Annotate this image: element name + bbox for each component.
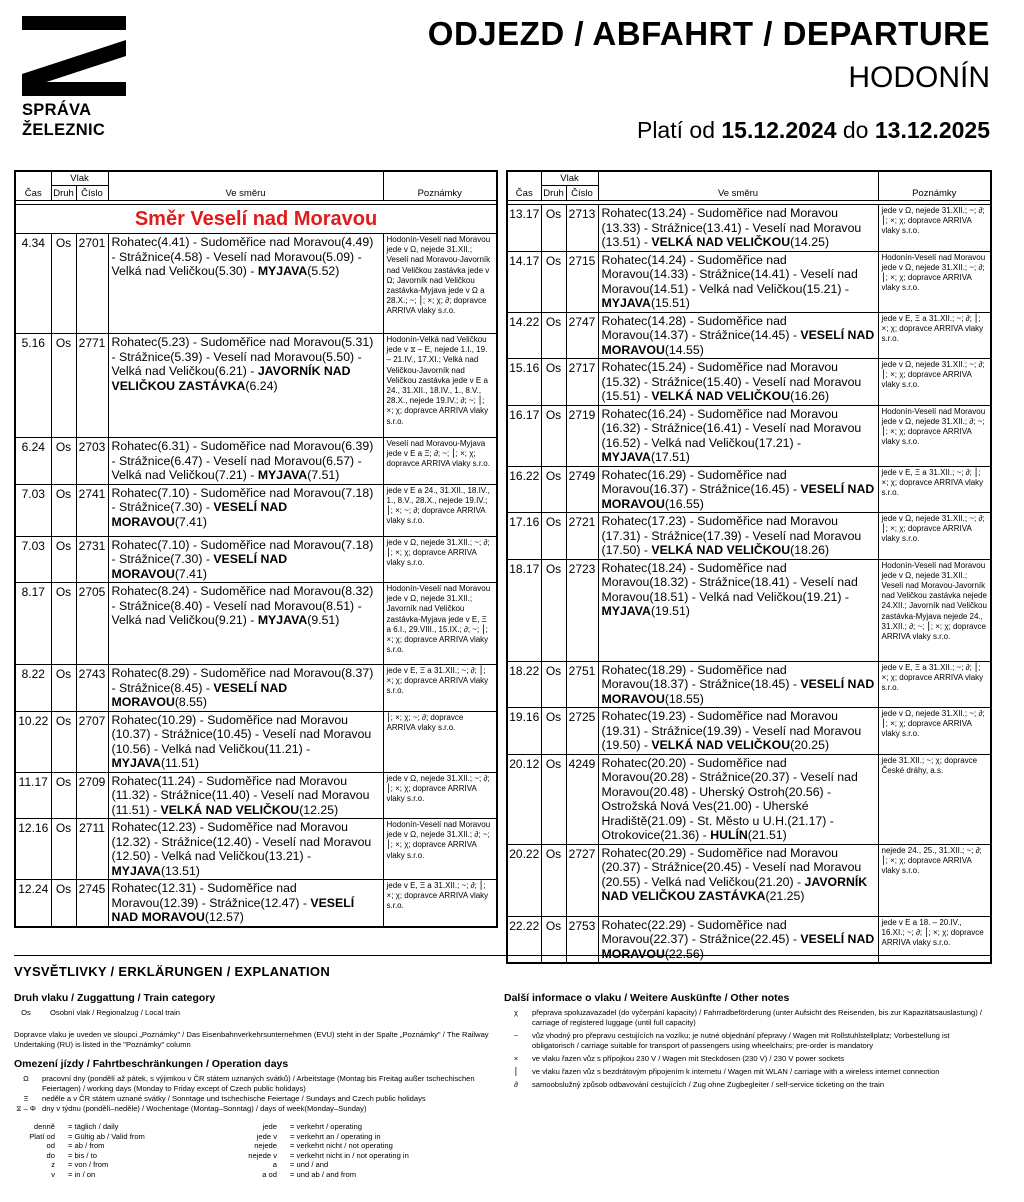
- legend: [14, 955, 990, 1179]
- train-notes: jede v Ε, Ξ a 31.XII.; ~; ∂; ⎮; ×; χ; dopravce ARRIVA vlaky s.r.o.: [878, 312, 991, 359]
- note-item: × ve vlaku řazen vůz s přípojkou 230 V / Wagen mit Steckdosen (230 V) / 230 V power sockets: [513, 1054, 845, 1063]
- train-kind: Os: [51, 234, 76, 334]
- destination: Rohatec(16.24) - Sudoměřice nad Moravou (16.32) - Strážnice(16.41) - Veselí nad Moravou (16.52) - Velká nad Veličkou(17.21) - MYJAVA(17.51): [598, 405, 878, 466]
- destination: Rohatec(4.41) - Sudoměřice nad Moravou(4.49) - Strážnice(4.58) - Veselí nad Moravou(5.09) - Velká nad Veličkou(5.30) - MYJAVA(5.52): [108, 234, 383, 334]
- other-title: Další informace o vlaku / Weitere Auskünfte / Other notes: [504, 992, 790, 1004]
- destination: Rohatec(5.23) - Sudoměřice nad Moravou(5.31) - Strážnice(5.39) - Veselí nad Moravou(5.50) - Velká nad Veličkou(6.21) - JAVORNÍK NAD VELIČKOU ZASTÁVKA(6.24): [108, 334, 383, 438]
- train-number: 2709: [76, 772, 108, 819]
- train-kind: Os: [541, 251, 566, 312]
- departure-time: 10.22: [15, 711, 51, 772]
- departure-time: 20.22: [507, 844, 541, 916]
- departure-row: [15, 234, 497, 334]
- train-kind: Os: [541, 708, 566, 755]
- legend-title: VYSVĚTLIVKY / ERKLÄRUNGEN / EXPLANATION: [14, 964, 331, 979]
- departure-time: 7.03: [15, 536, 51, 583]
- train-kind: Os: [541, 559, 566, 661]
- col-cislo: Číslo: [76, 186, 108, 201]
- abbr-cell: [280, 1132, 290, 1142]
- train-number: 2717: [566, 359, 598, 406]
- abbr-cell: = verkehrt nicht in / not operating in: [290, 1150, 409, 1160]
- departure-row: [507, 405, 991, 466]
- departure-time: 11.17: [15, 772, 51, 819]
- destination: Rohatec(7.10) - Sudoměřice nad Moravou(7.18) - Strážnice(7.30) - VESELÍ NAD MORAVOU(7.41): [108, 484, 383, 536]
- destination: Rohatec(18.29) - Sudoměřice nad Moravou(18.37) - Strážnice(18.45) - VESELÍ NAD MORAVOU(18.55): [598, 661, 878, 708]
- train-notes: jede v Ε, Ξ a 31.XII.; ~; ∂; ⎮; ×; χ; dopravce ARRIVA vlaky s.r.o.: [878, 661, 991, 708]
- abbr-cell: = von / from: [68, 1160, 109, 1170]
- category-title: Druh vlaku / Zuggattung / Train category: [14, 992, 216, 1004]
- legend-left: [14, 992, 494, 1180]
- abbr-cell: [280, 1170, 290, 1180]
- note-item: χ přeprava spoluzavazadel (do vyčerpání kapacity) / Fahrradbeförderung (unter Aufsicht des Reisenden, bis zur Kapazitätsauslastung) / carriage of registered luggage (until full capacity): [514, 1008, 982, 1027]
- col-cas: Čas: [15, 171, 51, 201]
- legend-right: [504, 992, 990, 1090]
- destination: Rohatec(17.23) - Sudoměřice nad Moravou (17.31) - Strážnice(17.39) - Veselí nad Moravou (17.50) - VELKÁ NAD VELIČKOU(18.26): [598, 513, 878, 560]
- col-smer: Ve směru: [598, 171, 878, 201]
- destination: Rohatec(8.24) - Sudoměřice nad Moravou(8.32) - Strážnice(8.40) - Veselí nad Moravou(8.51) - Velká nad Veličkou(9.21) - MYJAVA(9.51): [108, 583, 383, 665]
- col-druh: Druh: [541, 186, 566, 201]
- train-notes: jede v Ε a 24., 31.XII., 18.IV., 1., 8.V., 28.X., nejede 19.IV.; ⎮; ×; ~; ∂; dopravce ARRIVA vlaky s.r.o.: [383, 484, 497, 536]
- train-number: 2723: [566, 559, 598, 661]
- departure-time: 5.16: [15, 334, 51, 438]
- abbr-cell: [58, 1141, 68, 1151]
- train-notes: Hodonín-Veselí nad Moravou jede v Ω, nejede 31.XII.; ~; ∂; ⎮; ×; χ; dopravce ARRIVA vlaky s.r.o.: [878, 251, 991, 312]
- validity: Platí od 15.12.2024 do 13.12.2025: [636, 117, 990, 143]
- abbr-cell: [58, 1151, 68, 1161]
- abbr-cell: [280, 1141, 290, 1151]
- train-number: 2771: [76, 334, 108, 438]
- departure-time: 6.24: [15, 438, 51, 485]
- abbr-cell: v: [51, 1169, 55, 1179]
- departure-time: 22.22: [507, 916, 541, 963]
- train-number: 2703: [76, 438, 108, 485]
- train-number: 2741: [76, 484, 108, 536]
- departure-time: 12.16: [15, 819, 51, 880]
- destination: Rohatec(12.31) - Sudoměřice nad Moravou(12.39) - Strážnice(12.47) - VESELÍ NAD MORAVOU(12.57): [108, 880, 383, 927]
- departure-time: 16.22: [507, 466, 541, 513]
- train-number: 2751: [566, 661, 598, 708]
- abbr-cell: Platí od: [29, 1131, 55, 1141]
- sz-logo: [22, 16, 132, 140]
- train-number: 2727: [566, 844, 598, 916]
- train-number: 2705: [76, 583, 108, 665]
- abbr-cell: denně: [33, 1122, 55, 1131]
- train-notes: jede v Ω, nejede 31.XII.; ~; ∂; ⎮; ×; χ; dopravce ARRIVA vlaky s.r.o.: [878, 708, 991, 755]
- train-number: 2753: [566, 916, 598, 963]
- train-notes: ⎮; ×; χ; ~; ∂; dopravce ARRIVA vlaky s.r.o.: [383, 711, 497, 772]
- brand-name: SPRÁVA ŽELEZNIC: [22, 101, 106, 139]
- abbr-cell: = und ab / and from: [290, 1169, 357, 1179]
- destination: Rohatec(12.23) - Sudoměřice nad Moravou (12.32) - Strážnice(12.40) - Veselí nad Moravou (12.50) - Velká nad Veličkou(13.21) - MYJAVA(13.51): [108, 819, 383, 880]
- train-kind: Os: [51, 665, 76, 712]
- train-number: 2721: [566, 513, 598, 560]
- destination: Rohatec(7.10) - Sudoměřice nad Moravou(7.18) - Strážnice(7.30) - VESELÍ NAD MORAVOU(7.41): [108, 536, 383, 583]
- timetable-left: [14, 170, 498, 928]
- departure-row: [507, 754, 991, 844]
- departure-row: [15, 334, 497, 438]
- departure-row: [507, 708, 991, 755]
- departure-time: 4.34: [15, 234, 51, 334]
- destination: Rohatec(22.29) - Sudoměřice nad Moravou(22.37) - Strážnice(22.45) - VESELÍ NAD MORAVOU(22.56): [598, 916, 878, 963]
- train-number: 2719: [566, 405, 598, 466]
- departure-time: 19.16: [507, 708, 541, 755]
- train-kind: Os: [51, 772, 76, 819]
- train-kind: Os: [541, 754, 566, 844]
- departure-time: 13.17: [507, 205, 541, 252]
- train-kind: Os: [541, 205, 566, 252]
- departure-row: [507, 466, 991, 513]
- destination: Rohatec(13.24) - Sudoměřice nad Moravou (13.33) - Strážnice(13.41) - Veselí nad Moravou (13.51) - VELKÁ NAD VELIČKOU(14.25): [598, 205, 878, 252]
- abbr-cell: nejede v: [248, 1150, 277, 1160]
- train-notes: Veselí nad Moravou-Myjava jede v Ε a Ξ; ∂; ~; ⎮; ×; χ; dopravce ARRIVA vlaky s.r.o.: [383, 438, 497, 485]
- train-kind: Os: [51, 484, 76, 536]
- train-number: 2749: [566, 466, 598, 513]
- train-notes: Hodonín-Velká nad Veličkou jede v ⧖ – Ε, nejede 1.I., 19. – 21.IV., 17.XI.; Velká nad Veličkou-Javorník nad Veličkou zastávka jede v Ε a 24., 31.XII., 18.IV., 1., 8.V., 28.X., nejede 19.IV.; ∂; ~; ⎮; ×; χ; dopravce ARRIVA vlaky s.r.o.: [383, 334, 497, 438]
- col-cas: Čas: [507, 171, 541, 201]
- direction-heading: Směr Veselí nad Moravou: [15, 205, 497, 234]
- departure-time: 8.22: [15, 665, 51, 712]
- destination: Rohatec(15.24) - Sudoměřice nad Moravou (15.32) - Strážnice(15.40) - Veselí nad Moravou (15.51) - VELKÁ NAD VELIČKOU(16.26): [598, 359, 878, 406]
- departure-row: [507, 559, 991, 661]
- departure-time: 17.16: [507, 513, 541, 560]
- train-number: 2731: [76, 536, 108, 583]
- destination: Rohatec(14.24) - Sudoměřice nad Moravou(14.33) - Strážnice(14.41) - Veselí nad Moravou(14.51) - Velká nad Veličkou(15.21) - MYJAVA(15.51): [598, 251, 878, 312]
- departure-time: 14.22: [507, 312, 541, 359]
- train-kind: Os: [541, 513, 566, 560]
- departure-time: 18.22: [507, 661, 541, 708]
- abbr-cell: do: [46, 1150, 55, 1160]
- abbr-cell: = bis / to: [68, 1150, 97, 1160]
- col-cislo: Číslo: [566, 186, 598, 201]
- departure-row: [15, 772, 497, 819]
- destination: Rohatec(6.31) - Sudoměřice nad Moravou(6.39) - Strážnice(6.47) - Veselí nad Moravou(6.57) - Velká nad Veličkou(7.21) - MYJAVA(7.51): [108, 438, 383, 485]
- abbreviations: [14, 1122, 494, 1180]
- departure-row: [507, 251, 991, 312]
- train-notes: Hodonín-Veselí nad Moravou jede v Ω, nejede 31.XII.; Veselí nad Moravou-Javorník nad Veličkou zastávka jede v Ω; Javorník nad Veličkou zastávka-Myjava jede v Ω a 28.X.; ~; ⎮; ×; χ; ∂; dopravce ARRIVA vlaky s.r.o.: [383, 234, 497, 334]
- train-number: 2747: [566, 312, 598, 359]
- note-item: ⎮ ve vlaku řazen vůz s bezdrátovým připojením k internetu / Wagen mit WLAN / carriage with a wireless internet connection: [514, 1067, 940, 1076]
- abbr-cell: = ab / from: [68, 1141, 105, 1151]
- abbr-cell: = täglich / daily: [68, 1122, 119, 1131]
- destination: Rohatec(10.29) - Sudoměřice nad Moravou (10.37) - Strážnice(10.45) - Veselí nad Moravou (10.56) - Velká nad Veličkou(11.21) - MYJAVA(11.51): [108, 711, 383, 772]
- abbr-cell: [58, 1122, 68, 1132]
- timetable-right: [506, 170, 992, 964]
- abbr-cell: jede: [262, 1122, 277, 1131]
- col-smer: Ve směru: [108, 171, 383, 201]
- page-title: ODJEZD / ABFAHRT / DEPARTURE: [427, 15, 990, 52]
- destination: Rohatec(16.29) - Sudoměřice nad Moravou(16.37) - Strážnice(16.45) - VESELÍ NAD MORAVOU(16.55): [598, 466, 878, 513]
- departure-row: [15, 711, 497, 772]
- restrict-title: Omezení jízdy / Fahrtbeschränkungen / Operation days: [14, 1058, 289, 1070]
- carrier-note: Dopravce vlaku je uveden ve sloupci „Poznámky" / Das Eisenbahnverkehrsunternehmen (EVU) steht in der Spalte „Poznámky" / The Railway Undertaking (RU) is listed in the "Poznámky" column: [14, 1030, 489, 1049]
- restrict-list: [14, 1074, 494, 1114]
- abbr-cell: [58, 1160, 68, 1170]
- abbr-cell: od: [46, 1141, 55, 1151]
- abbr-cell: nejede: [254, 1141, 277, 1151]
- train-kind: Os: [51, 438, 76, 485]
- train-number: 2713: [566, 205, 598, 252]
- col-vlak: Vlak: [51, 171, 108, 186]
- abbr-cell: a od: [262, 1169, 277, 1179]
- train-number: 4249: [566, 754, 598, 844]
- departure-time: 12.24: [15, 880, 51, 927]
- destination: Rohatec(14.28) - Sudoměřice nad Moravou(14.37) - Strážnice(14.45) - VESELÍ NAD MORAVOU(14.55): [598, 312, 878, 359]
- departure-time: 20.12: [507, 754, 541, 844]
- abbr-cell: = in / on: [68, 1169, 96, 1179]
- train-kind: Os: [51, 334, 76, 438]
- destination: Rohatec(18.24) - Sudoměřice nad Moravou(18.32) - Strážnice(18.41) - Veselí nad Moravou(18.51) - Velká nad Veličkou(19.21) - MYJAVA(19.51): [598, 559, 878, 661]
- departure-row: [15, 880, 497, 927]
- note-item: ~ vůz vhodný pro přepravu cestujících na vozíku; je nutné objednání přepravy / Wagen mit Rollstuhlstellplatz; Vorbestellung ist obligatorisch / carriage suitable for transport of passengers using wheelchairs; pre-order is mandatory: [513, 1031, 950, 1050]
- train-notes: jede v Ω, nejede 31.XII.; ~; ∂; ⎮; ×; χ; dopravce ARRIVA vlaky s.r.o.: [878, 513, 991, 560]
- departure-time: 15.16: [507, 359, 541, 406]
- abbr-cell: a: [272, 1160, 277, 1170]
- train-kind: Os: [541, 312, 566, 359]
- train-notes: jede v Ε, Ξ a 31.XII.; ~; ∂; ⎮; ×; χ; dopravce ARRIVA vlaky s.r.o.: [383, 665, 497, 712]
- train-number: 2707: [76, 711, 108, 772]
- departure-row: [507, 513, 991, 560]
- col-poznamky: Poznámky: [383, 171, 497, 201]
- page-header: [428, 14, 990, 144]
- destination: Rohatec(20.29) - Sudoměřice nad Moravou (20.37) - Strážnice(20.45) - Veselí nad Moravou (20.55) - Velká nad Veličkou(21.20) - JAVORNÍK NAD VELIČKOU ZASTÁVKA(21.25): [598, 844, 878, 916]
- abbr-cell: [58, 1132, 68, 1142]
- abbr-cell: jede v: [256, 1131, 277, 1141]
- destination: Rohatec(20.20) - Sudoměřice nad Moravou(20.28) - Strážnice(20.37) - Veselí nad Moravou(20.48) - Uherský Ostroh(20.56) - Ostrožská Nová Ves(21.00) - Uherské Hradiště(21.09) - St. Město u U.H.(21.17) - Otrokovice(21.36) - HULÍN(21.51): [598, 754, 878, 844]
- train-notes: Hodonín-Veselí nad Moravou jede v Ω, nejede 31.XII.; Veselí nad Moravou-Javorník nad Veličkou zastávka nejede 24.XII.; Javorník nad Veličkou zastávka-Myjava nejede 24., 31.XII.; ∂; ~; ⎮; ×; χ; dopravce ARRIVA vlaky s.r.o.: [878, 559, 991, 661]
- train-number: 2701: [76, 234, 108, 334]
- train-number: 2743: [76, 665, 108, 712]
- restriction-item: ⧖ – Φ dny v týdnu (pondělí–neděle) / Wochentage (Montag–Sonntag) / days of week(Monday–Sunday): [16, 1104, 367, 1113]
- departure-row: [15, 484, 497, 536]
- departure-row: [15, 819, 497, 880]
- departure-row: [15, 438, 497, 485]
- departure-row: [507, 844, 991, 916]
- train-kind: Os: [51, 583, 76, 665]
- train-notes: jede v Ε a 18. – 20.IV., 16.XI.; ~; ∂; ⎮; ×; χ; dopravce ARRIVA vlaky s.r.o.: [878, 916, 991, 963]
- destination: Rohatec(11.24) - Sudoměřice nad Moravou (11.32) - Strážnice(11.40) - Veselí nad Moravou (11.51) - VELKÁ NAD VELIČKOU(12.25): [108, 772, 383, 819]
- abbr-cell: = verkehrt nicht / not operating: [290, 1141, 393, 1151]
- category-os: Os Osobní vlak / Regionalzug / Local train: [21, 1008, 181, 1017]
- abbr-cell: = Gültig ab / Valid from: [68, 1131, 145, 1141]
- departure-time: 14.17: [507, 251, 541, 312]
- train-number: 2725: [566, 708, 598, 755]
- departure-time: 7.03: [15, 484, 51, 536]
- departure-time: 18.17: [507, 559, 541, 661]
- departure-time: 8.17: [15, 583, 51, 665]
- train-number: 2745: [76, 880, 108, 927]
- abbr-cell: = verkehrt / operating: [290, 1122, 362, 1131]
- station-name: HODONÍN: [848, 61, 990, 94]
- sz-logo-mark: [22, 16, 126, 96]
- train-notes: Hodonín-Veselí nad Moravou jede v Ω, nejede 31.XII.; ∂; ~; ⎮; ×; χ; dopravce ARRIVA vlaky s.r.o.: [383, 819, 497, 880]
- abbr-cell: [280, 1160, 290, 1170]
- note-item: ∂ samoobslužný způsob odbavování cestujících / Zug ohne Zugbegleiter / self-service ticketing on the train: [514, 1080, 885, 1089]
- abbr-cell: = verkehrt an / operating in: [290, 1131, 381, 1141]
- departure-time: 16.17: [507, 405, 541, 466]
- departure-row: [15, 536, 497, 583]
- col-vlak: Vlak: [541, 171, 598, 186]
- destination: Rohatec(19.23) - Sudoměřice nad Moravou (19.31) - Strážnice(19.39) - Veselí nad Moravou (19.50) - VELKÁ NAD VELIČKOU(20.25): [598, 708, 878, 755]
- departure-row: [15, 583, 497, 665]
- abbr-cell: z: [51, 1160, 55, 1170]
- train-number: 2711: [76, 819, 108, 880]
- train-notes: jede v Ε, Ξ a 31.XII.; ~; ∂; ⎮; ×; χ; dopravce ARRIVA vlaky s.r.o.: [383, 880, 497, 927]
- restriction-item: Ξ neděle a v ČR státem uznané svátky / Sonntage und tschechische Feiertage / Sundays and Czech public holidays: [23, 1094, 426, 1103]
- departure-row: [507, 312, 991, 359]
- train-kind: Os: [51, 880, 76, 927]
- train-kind: Os: [541, 405, 566, 466]
- train-notes: jede v Ω, nejede 31.XII.; ~; ∂; ⎮; ×; χ; dopravce ARRIVA vlaky s.r.o.: [878, 359, 991, 406]
- col-druh: Druh: [51, 186, 76, 201]
- abbr-cell: [280, 1151, 290, 1161]
- train-number: 2715: [566, 251, 598, 312]
- train-kind: Os: [51, 819, 76, 880]
- col-poznamky: Poznámky: [878, 171, 991, 201]
- train-kind: Os: [51, 536, 76, 583]
- abbr-cell: = und / and: [290, 1160, 329, 1170]
- train-kind: Os: [541, 466, 566, 513]
- departure-row: [507, 359, 991, 406]
- train-kind: Os: [51, 711, 76, 772]
- other-list: [504, 1008, 990, 1090]
- train-notes: jede 31.XII.; ~; χ; dopravce České dráhy, a.s.: [878, 754, 991, 844]
- destination: Rohatec(8.29) - Sudoměřice nad Moravou(8.37) - Strážnice(8.45) - VESELÍ NAD MORAVOU(8.55): [108, 665, 383, 712]
- departure-row: [507, 205, 991, 252]
- abbr-cell: [58, 1170, 68, 1180]
- train-kind: Os: [541, 916, 566, 963]
- train-notes: nejede 24., 25., 31.XII.; ~; ∂; ⎮; ×; χ; dopravce ARRIVA vlaky s.r.o.: [878, 844, 991, 916]
- train-notes: Hodonín-Veselí nad Moravou jede v Ω, nejede 31.XII.; Javorník nad Veličkou zastávka-Myjava jede v Ε, Ξ a 6.I., 29.VIII., 15.IX.; ∂; ~; ⎮; ×; χ; dopravce ARRIVA vlaky s.r.o.: [383, 583, 497, 665]
- train-notes: Hodonín-Veselí nad Moravou jede v Ω, nejede 31.XII.; ∂; ~; ⎮; ×; χ; dopravce ARRIVA vlaky s.r.o.: [878, 405, 991, 466]
- train-notes: jede v Ω, nejede 31.XII.; ~; ∂; ⎮; ×; χ; dopravce ARRIVA vlaky s.r.o.: [383, 772, 497, 819]
- train-kind: Os: [541, 844, 566, 916]
- train-notes: jede v Ω, nejede 31.XII.; ~; ∂; ⎮; ×; χ; dopravce ARRIVA vlaky s.r.o.: [878, 205, 991, 252]
- train-notes: jede v Ε, Ξ a 31.XII.; ~; ∂; ⎮; ×; χ; dopravce ARRIVA vlaky s.r.o.: [878, 466, 991, 513]
- departure-row: [507, 661, 991, 708]
- train-kind: Os: [541, 661, 566, 708]
- departure-row: [15, 665, 497, 712]
- abbr-cell: [280, 1122, 290, 1132]
- restriction-item: Ω pracovní dny (pondělí až pátek, s výjimkou v ČR státem uznaných svátků) / Arbeitstage (Montag bis Freitag außer tschechischen Feiertagen) / working days (Monday to Friday except of Czech public holidays): [23, 1074, 475, 1093]
- train-notes: jede v Ω, nejede 31.XII.; ~; ∂; ⎮; ×; χ; dopravce ARRIVA vlaky s.r.o.: [383, 536, 497, 583]
- train-kind: Os: [541, 359, 566, 406]
